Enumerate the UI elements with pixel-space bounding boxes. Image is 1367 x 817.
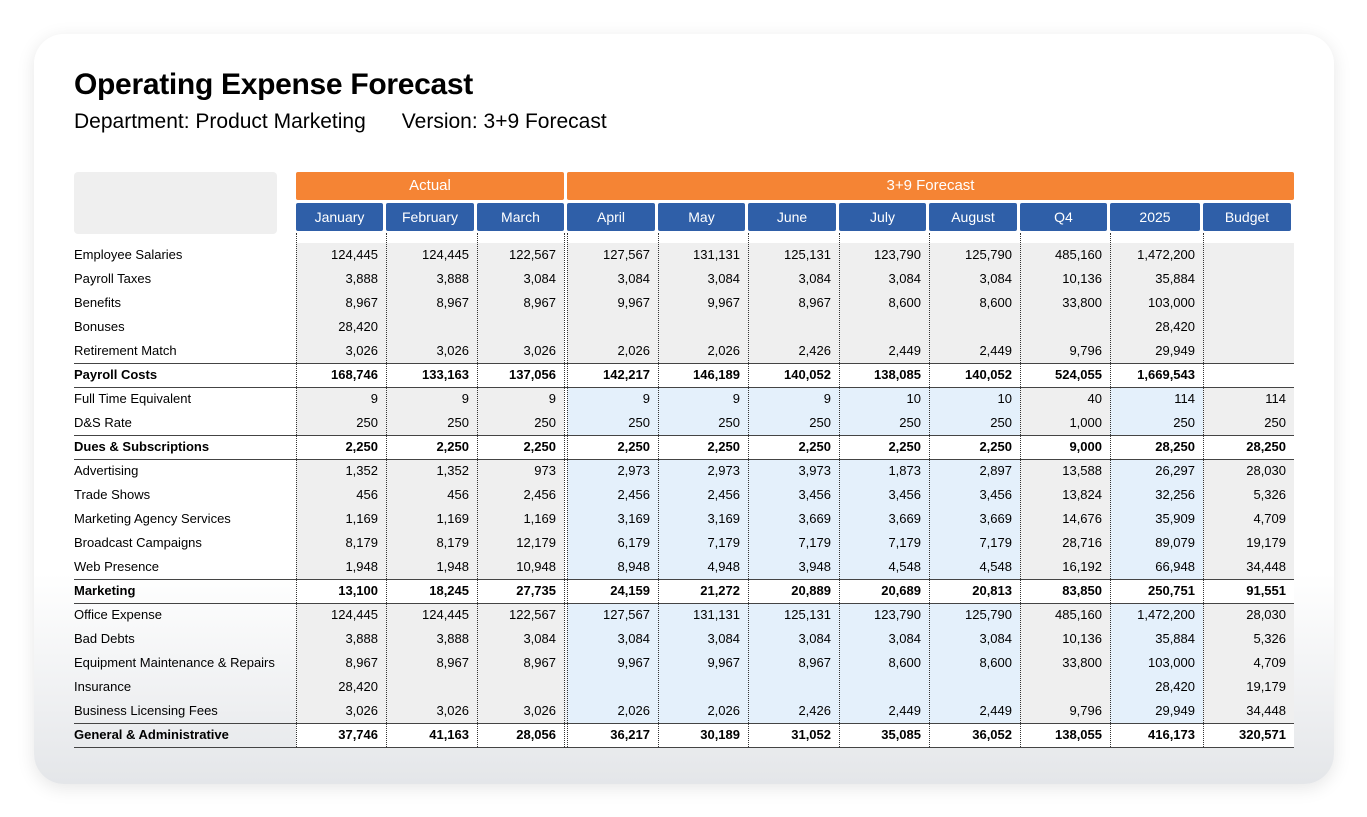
table-cell: 33,800 [1062, 295, 1102, 310]
table-cell: 14,676 [1062, 511, 1102, 526]
table-cell: 3,888 [345, 271, 378, 286]
table-cell: 3,026 [345, 703, 378, 718]
table-cell: 2,250 [707, 439, 740, 454]
table-cell: 34,448 [1246, 559, 1286, 574]
table-cell: 9 [461, 391, 469, 406]
table-cell: 2,026 [707, 343, 740, 358]
table-cell: 9 [823, 391, 831, 406]
table-cell: 485,160 [1055, 607, 1102, 622]
row-label: Payroll Taxes [74, 271, 152, 286]
column-header-q4: Q4 [1020, 203, 1107, 231]
section-divider [74, 747, 1294, 748]
table-cell: 2,973 [617, 463, 650, 478]
table-cell: 9,967 [617, 655, 650, 670]
table-cell: 250 [447, 415, 469, 430]
table-cell: 8,967 [345, 295, 378, 310]
table-cell: 3,084 [617, 631, 650, 646]
table-cell: 124,445 [331, 247, 378, 262]
table-cell: 7,179 [707, 535, 740, 550]
table-cell: 28,420 [338, 319, 378, 334]
table-cell: 8,600 [979, 295, 1012, 310]
table-cell: 7,179 [798, 535, 831, 550]
report-subtitle [74, 110, 607, 134]
subtotal-label: Dues & Subscriptions [74, 439, 210, 454]
table-cell: 124,445 [422, 247, 469, 262]
table-cell: 13,100 [338, 583, 378, 598]
table-cell: 1,873 [888, 463, 921, 478]
table-cell: 250 [1264, 415, 1286, 430]
column-header-january: January [296, 203, 383, 231]
row-label: Broadcast Campaigns [74, 535, 202, 550]
table-cell: 16,192 [1062, 559, 1102, 574]
row-label: Employee Salaries [74, 247, 183, 262]
table-cell: 31,052 [791, 727, 831, 742]
table-cell: 28,030 [1246, 607, 1286, 622]
table-cell: 10,136 [1062, 631, 1102, 646]
row-label: Bad Debts [74, 631, 135, 646]
table-cell: 131,131 [693, 607, 740, 622]
table-cell: 20,689 [881, 583, 921, 598]
table-cell: 2,250 [523, 439, 556, 454]
table-cell: 9,000 [1069, 439, 1102, 454]
subtotal-label: Payroll Costs [74, 367, 158, 382]
table-cell: 3,084 [523, 631, 556, 646]
table-cell: 485,160 [1055, 247, 1102, 262]
table-cell: 28,030 [1246, 463, 1286, 478]
table-cell: 12,179 [516, 535, 556, 550]
table-cell: 41,163 [429, 727, 469, 742]
table-cell: 103,000 [1148, 295, 1195, 310]
table-cell: 124,445 [422, 607, 469, 622]
group-header-actual: Actual [296, 172, 564, 200]
table-cell: 2,456 [707, 487, 740, 502]
table-cell: 8,967 [798, 655, 831, 670]
table-cell: 1,169 [345, 511, 378, 526]
table-cell: 5,326 [1253, 487, 1286, 502]
table-cell: 2,250 [436, 439, 469, 454]
table-cell: 2,449 [979, 343, 1012, 358]
table-cell: 3,169 [617, 511, 650, 526]
table-cell: 140,052 [784, 367, 831, 382]
version-label: Version: 3+9 Forecast [401, 110, 607, 133]
table-cell: 4,948 [707, 559, 740, 574]
table-cell: 125,790 [965, 247, 1012, 262]
table-cell: 19,179 [1246, 535, 1286, 550]
table-cell: 2,456 [523, 487, 556, 502]
subtotal-top-rule [74, 435, 1294, 436]
table-cell: 8,600 [888, 655, 921, 670]
table-cell: 91,551 [1246, 583, 1286, 598]
table-cell: 8,600 [979, 655, 1012, 670]
table-cell: 3,456 [798, 487, 831, 502]
table-cell: 35,085 [881, 727, 921, 742]
table-cell: 3,084 [707, 271, 740, 286]
table-cell: 3,669 [888, 511, 921, 526]
table-cell: 4,548 [888, 559, 921, 574]
table-cell: 3,084 [798, 631, 831, 646]
table-cell: 2,026 [617, 343, 650, 358]
row-label: Insurance [74, 679, 132, 694]
table-cell: 3,026 [436, 703, 469, 718]
table-cell: 250 [809, 415, 831, 430]
table-cell: 35,909 [1155, 511, 1195, 526]
table-cell: 3,026 [523, 703, 556, 718]
table-cell: 250 [718, 415, 740, 430]
table-cell: 40 [1087, 391, 1102, 406]
table-cell: 36,217 [610, 727, 650, 742]
row-label: Marketing Agency Services [74, 511, 231, 526]
table-cell: 2,426 [798, 343, 831, 358]
column-header-june: June [748, 203, 836, 231]
table-cell: 168,746 [331, 367, 378, 382]
table-cell: 6,179 [617, 535, 650, 550]
table-cell: 7,179 [979, 535, 1012, 550]
table-cell: 9,796 [1069, 703, 1102, 718]
table-cell: 9,796 [1069, 343, 1102, 358]
table-cell: 8,600 [888, 295, 921, 310]
column-header-2025: 2025 [1110, 203, 1200, 231]
table-cell: 123,790 [874, 607, 921, 622]
table-cell: 1,472,200 [1137, 247, 1195, 262]
table-cell: 29,949 [1155, 343, 1195, 358]
table-cell: 29,949 [1155, 703, 1195, 718]
table-cell: 2,250 [979, 439, 1012, 454]
table-cell: 3,026 [345, 343, 378, 358]
table-cell: 9 [732, 391, 740, 406]
table-cell: 3,169 [707, 511, 740, 526]
table-cell: 3,456 [979, 487, 1012, 502]
row-label: Office Expense [74, 607, 162, 622]
table-cell: 138,085 [874, 367, 921, 382]
table-cell: 122,567 [509, 607, 556, 622]
table-cell: 133,163 [422, 367, 469, 382]
table-cell: 9 [548, 391, 556, 406]
table-cell: 1,669,543 [1137, 367, 1195, 382]
table-cell: 3,888 [345, 631, 378, 646]
table-cell: 3,084 [888, 271, 921, 286]
table-cell: 28,420 [338, 679, 378, 694]
table-cell: 9 [370, 391, 378, 406]
table-cell: 2,026 [617, 703, 650, 718]
table-cell: 13,824 [1062, 487, 1102, 502]
table-cell: 8,967 [436, 295, 469, 310]
table-cell: 18,245 [429, 583, 469, 598]
subtotal-top-rule [74, 723, 1294, 724]
table-cell: 2,250 [345, 439, 378, 454]
table-cell: 320,571 [1239, 727, 1286, 742]
table-cell: 2,250 [888, 439, 921, 454]
table-cell: 127,567 [603, 607, 650, 622]
table-cell: 36,052 [972, 727, 1012, 742]
table-cell: 456 [356, 487, 378, 502]
table-cell: 8,967 [436, 655, 469, 670]
table-cell: 2,426 [798, 703, 831, 718]
table-cell: 1,169 [436, 511, 469, 526]
table-cell: 33,800 [1062, 655, 1102, 670]
table-cell: 1,352 [436, 463, 469, 478]
table-cell: 122,567 [509, 247, 556, 262]
column-header-april: April [567, 203, 655, 231]
table-cell: 28,250 [1155, 439, 1195, 454]
table-cell: 114 [1265, 391, 1286, 406]
table-cell: 8,967 [345, 655, 378, 670]
table-cell: 10,136 [1062, 271, 1102, 286]
subtotal-top-rule [74, 363, 1294, 364]
table-cell: 1,472,200 [1137, 607, 1195, 622]
table-cell: 35,884 [1155, 631, 1195, 646]
page-title: Operating Expense Forecast [74, 68, 474, 101]
table-cell: 10,948 [516, 559, 556, 574]
table-cell: 8,967 [523, 295, 556, 310]
row-label: Bonuses [74, 319, 125, 334]
table-cell: 8,948 [617, 559, 650, 574]
column-header-february: February [386, 203, 474, 231]
row-label: Advertising [74, 463, 139, 478]
table-cell: 125,790 [965, 607, 1012, 622]
row-label: Retirement Match [74, 343, 177, 358]
table-cell: 250,751 [1148, 583, 1195, 598]
table-cell: 21,272 [700, 583, 740, 598]
table-cell: 250 [356, 415, 378, 430]
table-cell: 3,456 [888, 487, 921, 502]
table-cell: 1,000 [1069, 415, 1102, 430]
table-cell: 83,850 [1062, 583, 1102, 598]
row-label: D&S Rate [74, 415, 132, 430]
table-cell: 13,588 [1062, 463, 1102, 478]
table-cell: 973 [534, 463, 556, 478]
table-cell: 27,735 [516, 583, 556, 598]
table-cell: 28,250 [1246, 439, 1286, 454]
table-cell: 8,179 [345, 535, 378, 550]
table-cell: 416,173 [1148, 727, 1195, 742]
row-label: Equipment Maintenance & Repairs [74, 655, 275, 670]
column-header-budget: Budget [1203, 203, 1291, 231]
table-cell: 8,967 [523, 655, 556, 670]
table-cell: 24,159 [610, 583, 650, 598]
table-cell: 124,445 [331, 607, 378, 622]
table-cell: 2,973 [707, 463, 740, 478]
table-cell: 250 [899, 415, 921, 430]
column-header-july: July [839, 203, 926, 231]
table-cell: 125,131 [784, 247, 831, 262]
table-cell: 2,449 [888, 343, 921, 358]
table-cell: 114 [1174, 391, 1195, 406]
table-cell: 35,884 [1155, 271, 1195, 286]
table-cell: 3,948 [798, 559, 831, 574]
table-cell: 28,420 [1155, 679, 1195, 694]
table-cell: 66,948 [1155, 559, 1195, 574]
table-cell: 2,456 [617, 487, 650, 502]
table-cell: 3,084 [707, 631, 740, 646]
table-cell: 7,179 [888, 535, 921, 550]
table-cell: 5,326 [1253, 631, 1286, 646]
table-cell: 9,967 [707, 295, 740, 310]
column-header-march: March [477, 203, 564, 231]
table-cell: 250 [628, 415, 650, 430]
table-cell: 8,179 [436, 535, 469, 550]
table-cell: 2,250 [617, 439, 650, 454]
table-cell: 131,131 [693, 247, 740, 262]
table-cell: 3,669 [979, 511, 1012, 526]
table-cell: 138,055 [1055, 727, 1102, 742]
table-cell: 4,709 [1253, 655, 1286, 670]
table-cell: 127,567 [603, 247, 650, 262]
table-cell: 3,888 [436, 271, 469, 286]
table-cell: 10 [997, 391, 1012, 406]
table-cell: 1,948 [436, 559, 469, 574]
table-cell: 524,055 [1055, 367, 1102, 382]
table-cell: 2,449 [888, 703, 921, 718]
table-cell: 3,084 [617, 271, 650, 286]
table-cell: 4,548 [979, 559, 1012, 574]
table-cell: 1,352 [345, 463, 378, 478]
table-cell: 140,052 [965, 367, 1012, 382]
column-header-august: August [929, 203, 1017, 231]
row-label: Benefits [74, 295, 121, 310]
table-cell: 456 [447, 487, 469, 502]
table-cell: 3,026 [436, 343, 469, 358]
table-cell: 3,084 [979, 271, 1012, 286]
table-cell: 28,716 [1062, 535, 1102, 550]
row-label: Full Time Equivalent [74, 391, 192, 406]
table-cell: 2,897 [979, 463, 1012, 478]
department-label: Department: Product Marketing [74, 110, 366, 133]
row-label: Trade Shows [74, 487, 151, 502]
table-cell: 9,967 [707, 655, 740, 670]
table-cell: 3,026 [523, 343, 556, 358]
table-cell: 10 [906, 391, 921, 406]
table-cell: 8,967 [798, 295, 831, 310]
table-cell: 9,967 [617, 295, 650, 310]
table-cell: 3,669 [798, 511, 831, 526]
table-cell: 146,189 [693, 367, 740, 382]
table-cell: 3,888 [436, 631, 469, 646]
table-cell: 32,256 [1155, 487, 1195, 502]
table-cell: 250 [1173, 415, 1195, 430]
table-cell: 26,297 [1155, 463, 1195, 478]
table-cell: 2,026 [707, 703, 740, 718]
table-cell: 20,813 [972, 583, 1012, 598]
table-cell: 250 [990, 415, 1012, 430]
column-header-may: May [658, 203, 745, 231]
table-cell: 1,169 [523, 511, 556, 526]
table-cell: 3,084 [798, 271, 831, 286]
row-label: Web Presence [74, 559, 160, 574]
table-cell: 89,079 [1155, 535, 1195, 550]
row-label: Business Licensing Fees [74, 703, 218, 718]
table-cell: 103,000 [1148, 655, 1195, 670]
table-cell: 250 [534, 415, 556, 430]
table-cell: 20,889 [791, 583, 831, 598]
table-cell: 30,189 [700, 727, 740, 742]
table-cell: 137,056 [509, 367, 556, 382]
table-cell: 2,449 [979, 703, 1012, 718]
subtotal-label: Marketing [74, 583, 136, 598]
table-cell: 3,084 [979, 631, 1012, 646]
table-cell: 3,084 [523, 271, 556, 286]
table-cell: 9 [642, 391, 650, 406]
table-cell: 4,709 [1253, 511, 1286, 526]
table-cell: 28,056 [516, 727, 556, 742]
subtotal-top-rule [74, 579, 1294, 580]
column-divider [564, 233, 565, 747]
table-cell: 37,746 [338, 727, 378, 742]
table-cell: 2,250 [798, 439, 831, 454]
table-cell: 19,179 [1246, 679, 1286, 694]
table-cell: 142,217 [603, 367, 650, 382]
table-cell: 3,973 [798, 463, 831, 478]
table-cell: 125,131 [784, 607, 831, 622]
group-header-forecast: 3+9 Forecast [567, 172, 1294, 200]
table-cell: 34,448 [1246, 703, 1286, 718]
table-cell: 123,790 [874, 247, 921, 262]
table-cell: 3,084 [888, 631, 921, 646]
table-cell: 1,948 [345, 559, 378, 574]
table-cell: 28,420 [1155, 319, 1195, 334]
header-placeholder [74, 172, 277, 234]
subtotal-label: General & Administrative [74, 727, 229, 742]
